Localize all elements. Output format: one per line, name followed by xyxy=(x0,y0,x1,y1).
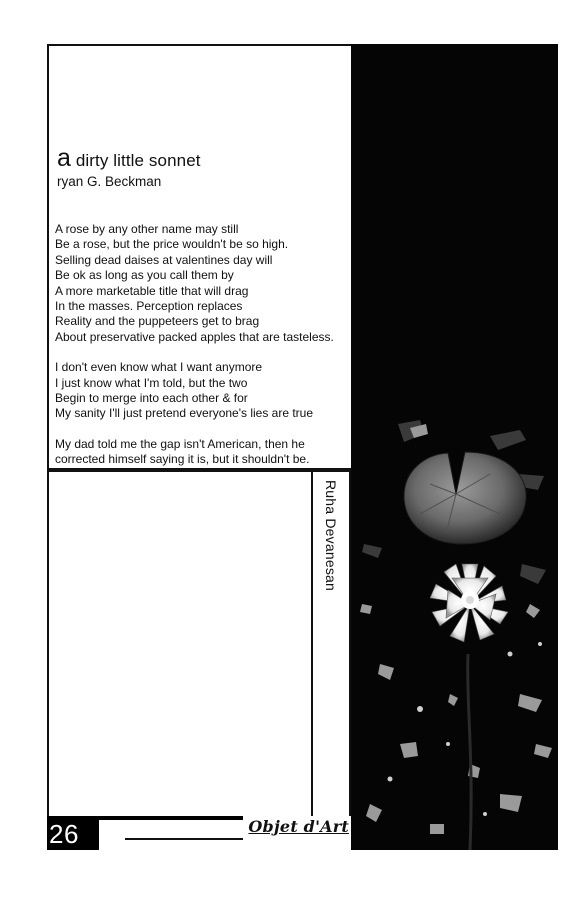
poem-line: Begin to merge into each other & for xyxy=(55,391,248,406)
poem-line: I just know what I'm told, but the two xyxy=(55,375,248,390)
water-lily-image xyxy=(350,44,558,850)
poem-line: Be a rose, but the price wouldn't be so high. xyxy=(55,237,289,252)
poem-line: corrected himself saying it is, but it shouldn't be. xyxy=(55,452,310,467)
blank-panel xyxy=(47,470,313,816)
poem-line: A rose by any other name may still xyxy=(55,222,239,236)
poem-title xyxy=(57,144,201,173)
poem-line: I don't even know what I want anymore xyxy=(55,360,263,375)
poem-box xyxy=(47,44,351,470)
poem-line: A more marketable title that will drag xyxy=(55,283,249,298)
masthead-area xyxy=(243,816,351,850)
photo-credit-box xyxy=(313,470,351,816)
poem-title-initial: a xyxy=(57,144,72,172)
magazine-masthead: Objet d'Art xyxy=(248,817,349,836)
poem-stanza-3 xyxy=(55,437,355,468)
page-number: 26 xyxy=(49,819,79,849)
page-number-box xyxy=(47,816,95,850)
photographer-credit: Ruha Devanesan xyxy=(323,480,339,591)
poem-author: ryan G. Beckman xyxy=(57,174,162,189)
poem-line: In the masses. Perception replaces xyxy=(55,299,243,314)
poem-line: Be ok as long as you call them by xyxy=(55,268,234,283)
poem-line: My dad told me the gap isn't American, then he xyxy=(55,436,305,451)
page-footer xyxy=(47,816,351,850)
poem-line: Selling dead daises at valentines day will xyxy=(55,252,273,267)
poem-title-rest: dirty little sonnet xyxy=(71,151,201,170)
poem-body xyxy=(55,222,355,483)
poem-line: About preservative packed apples that are tasteless. xyxy=(55,329,334,344)
footer-rule xyxy=(125,838,243,840)
water-lily-photograph xyxy=(350,44,558,850)
poem-line: Reality and the puppeteers get to brag xyxy=(55,314,260,329)
poem-stanza-2 xyxy=(55,360,355,422)
poem-line: My sanity I'll just pretend everyone's lies are true xyxy=(55,406,314,421)
poem-stanza-1 xyxy=(55,222,355,345)
